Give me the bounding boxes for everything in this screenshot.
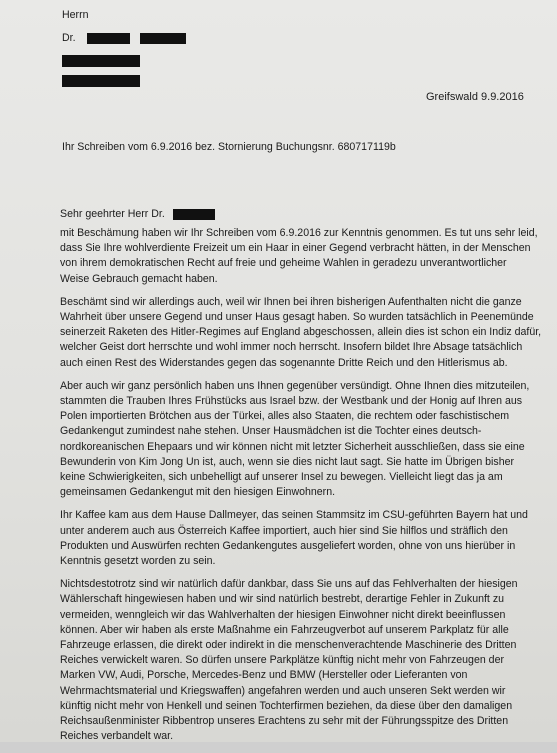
paragraph: [60, 508, 528, 569]
text-line: Nichtsdestotrotz sind wir natürlich dafür dankbar, dass Sie uns auf das Fehlverhalten der hiesigen: [60, 578, 518, 591]
paragraph: [60, 379, 530, 501]
redaction-bar: [62, 55, 140, 67]
text-line: können. Aber wir haben als erste Maßnahme ein Fahrzeugverbot auf unserem Parkplatz für alle: [60, 623, 509, 636]
redaction-bar: [140, 33, 186, 44]
text-line: von ihrem demokratischen Recht auf freie und geheime Wahlen in geradezu unverantwortlicher: [60, 257, 507, 270]
text-line: Gedankengut zumindest nahe stehen. Unser Hausmädchen ist die Tochter eines deutsch-: [60, 425, 482, 438]
text-line: vermeiden, wenngleich wir das Wahlverhalten der hiesigen Einwohner nicht direkt beeinflussen: [60, 608, 506, 621]
subject-line: Ihr Schreiben vom 6.9.2016 bez. Stornierung Buchungsnr. 680717119b: [62, 141, 396, 153]
text-line: welcher Geist dort herrschte und wohl immer noch herrscht. Insofern bildet Ihre Absage tatsächlich: [60, 341, 523, 354]
text-line: gemeinsamen Gedankengut mit den hiesigen Einwohnern.: [60, 486, 336, 499]
text-line: Wehrmachtsmaterial und Kriegswaffen) angefahren werden und auch unseren Sekt werden wir: [60, 684, 506, 697]
greeting-text: Sehr geehrter Herr Dr.: [60, 208, 165, 220]
text-line: auch einen Rest des Widerstandes gegen das sogenannte Dritte Reich und den Hitlerismus ab.: [60, 356, 508, 369]
text-line: Reichsaußenminister Ribbentrop unseres Erachtens zu sehr mit der Führungsspitze des Dritten: [60, 715, 509, 728]
text-line: stammten die Trauben Ihres Frühstücks aus Israel bzw. der Westbank und der Honig auf Ihren aus: [60, 395, 523, 408]
address-line-name: [62, 31, 186, 46]
letter-body: [60, 226, 542, 753]
paragraph: [60, 577, 518, 744]
redaction-bar: [62, 75, 140, 87]
text-line: nordkoreanischen Ehepaars und wir können nicht mit letzter Sicherheit ausschließen, dass sie eine: [60, 440, 525, 453]
salutation-prefix: Dr.: [62, 32, 76, 44]
text-line: Bewunderin von Kim Jong Un ist, auch, wenn sie dies nicht laut sagt. Sie hatte im Übrigen bisher: [60, 455, 515, 468]
place-date: Greifswald 9.9.2016: [426, 91, 524, 103]
text-line: unter anderem auch aus Österreich Kaffee importiert, auch hier sind Sie hilflos und sträflich den: [60, 524, 508, 537]
text-line: Marken VW, Audi, Porsche, Mercedes-Benz und BMW (Hersteller oder Lieferanten von: [60, 669, 468, 682]
text-line: Aber auch wir ganz persönlich haben uns Ihnen gegenüber versündigt. Ohne Ihnen dies mitzuteilen,: [60, 379, 530, 392]
text-line: Produkten und Auswürfen rechten Gedankengutes ausgeliefert worden, ohne von uns hierüber in: [60, 539, 516, 552]
text-line: Kenntnis gesetzt worden zu sein.: [60, 555, 216, 568]
text-line: Polen importierten Brötchen aus der Türkei, alles also Staaten, die rechtem oder faschistischem: [60, 410, 510, 423]
address-line-herrn: Herrn: [62, 9, 89, 21]
greeting: [60, 207, 215, 222]
paragraph: [60, 226, 538, 287]
redaction-bar: [173, 209, 215, 220]
text-line: Reiches verbandelt war.: [60, 730, 174, 743]
text-line: mit Beschämung haben wir Ihr Schreiben vom 6.9.2016 zur Kenntnis genommen. Es tut uns sehr leid,: [60, 227, 538, 239]
address-line-city: [62, 72, 140, 90]
text-line: künftig nicht mehr von Henkell und seinen Tochterfirmen beziehen, da diese über den damaligen: [60, 699, 513, 712]
text-line: dass Sie Ihre wohlverdiente Freizeit um ein Haar in einer Gegend verbracht hätten, in der Menschen: [60, 242, 531, 255]
text-line: keine Schwierigkeiten, sich unbehelligt auf unserer Insel zu bewegen. Vielleicht liegt das ja am: [60, 471, 503, 484]
paragraph: [60, 295, 542, 371]
text-line: Fahrzeuge erlassen, die direkt oder indirekt in die menschenverachtende Maschinerie des Dritten: [60, 639, 517, 652]
text-line: Wahrheit über unsere Gegend und unser Haus gesagt haben. So wurden tatsächlich in Peenemünde: [60, 311, 534, 324]
text-line: Weise Gebrauch gemacht haben.: [60, 272, 218, 285]
text-line: Beschämt sind wir allerdings auch, weil wir Ihnen bei ihren bisherigen Aufenthalten nicht die ganze: [60, 295, 522, 308]
text-line: Reiches verwickelt waren. So dürfen unsere Parkplätze künftig nicht mehr von Fahrzeugen der: [60, 654, 504, 667]
redaction-bar: [87, 33, 130, 44]
text-line: seinerzeit Raketen des Hitler-Regimes auf England abgeschossen, allein dies ist schon ein Indiz dafür,: [60, 326, 542, 339]
text-line: Wählerschaft hingewiesen haben und wir sind natürlich bestrebt, derartige Fehler in Zukunft zu: [60, 593, 505, 606]
address-line-street: [62, 52, 140, 70]
text-line: Ihr Kaffee kam aus dem Hause Dallmeyer, das seinen Stammsitz im CSU-geführten Bayern hat und: [60, 509, 528, 522]
